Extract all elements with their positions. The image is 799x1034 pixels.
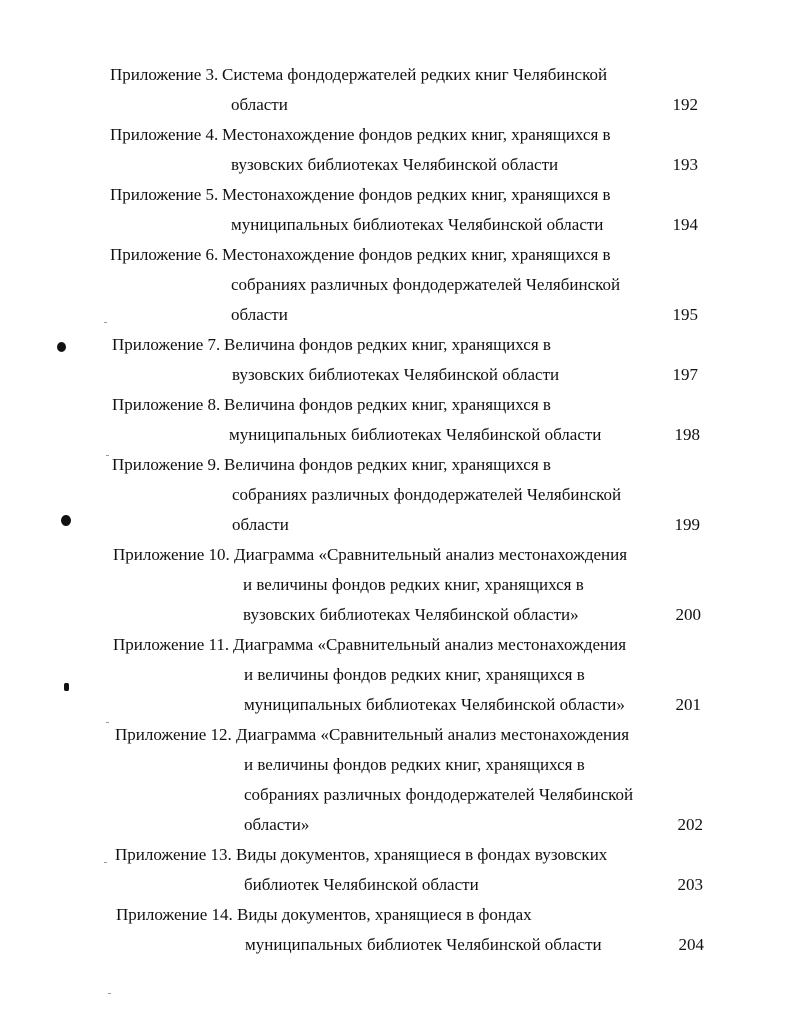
toc-entry-title: Система фондодержателей редких книг Челябинской	[222, 65, 608, 84]
toc-entry-title-continued: области	[232, 515, 289, 534]
toc-line	[0, 300, 799, 330]
toc-page-number: 195	[672, 305, 698, 324]
toc-line	[0, 690, 799, 720]
toc-entry-title: Диаграмма «Сравнительный анализ местонахождения	[236, 725, 630, 744]
toc-entry-title-continued: муниципальных библиотеках Челябинской области	[231, 215, 604, 234]
toc-entry-label: Приложение 4.	[110, 125, 219, 144]
toc-entry-title-continued: и величины фондов редких книг, хранящихся в	[243, 575, 584, 594]
toc-line	[0, 90, 799, 120]
toc-entry-title-continued: и величины фондов редких книг, хранящихся в	[244, 665, 585, 684]
toc-entry-title-continued: собраниях различных фондодержателей Челябинской	[244, 785, 634, 804]
toc-entry-title: Диаграмма «Сравнительный анализ местонахождения	[234, 545, 628, 564]
toc-line	[0, 840, 799, 870]
toc-page-number: 199	[674, 515, 700, 534]
toc-line	[0, 390, 799, 420]
toc-entry-title-continued: вузовских библиотеках Челябинской области	[232, 365, 560, 384]
toc-entry-title-continued: муниципальных библиотек Челябинской области	[245, 935, 602, 954]
toc-entry-title: Виды документов, хранящиеся в фондах вузовских	[236, 845, 608, 864]
toc-line	[0, 360, 799, 390]
toc-line	[0, 150, 799, 180]
toc-page-number: 198	[674, 425, 700, 444]
toc-line	[0, 810, 799, 840]
toc-page-number: 197	[672, 365, 698, 384]
toc-entry-label: Приложение 10.	[113, 545, 230, 564]
toc-entry-title: Местонахождение фондов редких книг, хранящихся в	[222, 185, 611, 204]
toc-page-number: 201	[675, 695, 701, 714]
toc-line	[0, 240, 799, 270]
toc-entry-label: Приложение 12.	[115, 725, 232, 744]
toc-line	[0, 480, 799, 510]
toc-entry-title: Виды документов, хранящиеся в фондах	[237, 905, 532, 924]
toc-entry-label: Приложение 3.	[110, 65, 219, 84]
toc-entry-title: Местонахождение фондов редких книг, хранящихся в	[222, 245, 611, 264]
toc-entry-title: Диаграмма «Сравнительный анализ местонахождения	[233, 635, 627, 654]
toc-line	[0, 570, 799, 600]
toc-entry-title: Величина фондов редких книг, хранящихся в	[224, 455, 551, 474]
toc-entry-label: Приложение 11.	[113, 635, 230, 654]
toc-page-number: 204	[678, 935, 704, 954]
toc-entry-title-continued: области»	[244, 815, 310, 834]
toc-entry-title: Величина фондов редких книг, хранящихся в	[224, 335, 551, 354]
toc-line	[0, 510, 799, 540]
toc-entry-title-continued: области	[231, 95, 288, 114]
toc-page-number: 192	[672, 95, 698, 114]
toc-entry-label: Приложение 5.	[110, 185, 219, 204]
toc-entry-title-continued: собраниях различных фондодержателей Челябинской	[231, 275, 621, 294]
toc-line	[0, 210, 799, 240]
toc-entry-label: Приложение 14.	[116, 905, 233, 924]
scan-speck	[108, 993, 111, 994]
toc-line	[0, 630, 799, 660]
toc-entry-title-continued: муниципальных библиотеках Челябинской области	[229, 425, 602, 444]
toc-line	[0, 600, 799, 630]
toc-line	[0, 780, 799, 810]
toc-line	[0, 930, 799, 960]
toc-page-number: 202	[677, 815, 703, 834]
toc-line	[0, 450, 799, 480]
toc-entry-title-continued: муниципальных библиотеках Челябинской области»	[244, 695, 625, 714]
toc-line	[0, 720, 799, 750]
toc-page-number: 200	[675, 605, 701, 624]
toc-entry-label: Приложение 7.	[112, 335, 221, 354]
toc-page-number: 203	[677, 875, 703, 894]
toc-line	[0, 870, 799, 900]
toc-line	[0, 270, 799, 300]
toc-entry-title: Величина фондов редких книг, хранящихся в	[224, 395, 551, 414]
toc-line	[0, 120, 799, 150]
toc-entry-title: Местонахождение фондов редких книг, хранящихся в	[222, 125, 611, 144]
toc-entry-title-continued: собраниях различных фондодержателей Челябинской	[232, 485, 622, 504]
toc-entry-title-continued: и величины фондов редких книг, хранящихся в	[244, 755, 585, 774]
toc-entry-title-continued: вузовских библиотеках Челябинской области»	[243, 605, 579, 624]
toc-line	[0, 540, 799, 570]
toc-line	[0, 180, 799, 210]
toc-entry-label: Приложение 6.	[110, 245, 219, 264]
toc-entry-title-continued: библиотек Челябинской области	[244, 875, 479, 894]
toc-entry-label: Приложение 13.	[115, 845, 232, 864]
toc-entry-title-continued: вузовских библиотеках Челябинской области	[231, 155, 559, 174]
toc-entry-label: Приложение 8.	[112, 395, 221, 414]
toc-line	[0, 420, 799, 450]
toc-entry-title-continued: области	[231, 305, 288, 324]
toc-line	[0, 330, 799, 360]
toc-entry-label: Приложение 9.	[112, 455, 221, 474]
table-of-contents	[0, 60, 799, 960]
toc-line	[0, 900, 799, 930]
toc-page-number: 194	[672, 215, 698, 234]
toc-line	[0, 750, 799, 780]
toc-page-number: 193	[672, 155, 698, 174]
toc-line	[0, 660, 799, 690]
toc-line	[0, 60, 799, 90]
